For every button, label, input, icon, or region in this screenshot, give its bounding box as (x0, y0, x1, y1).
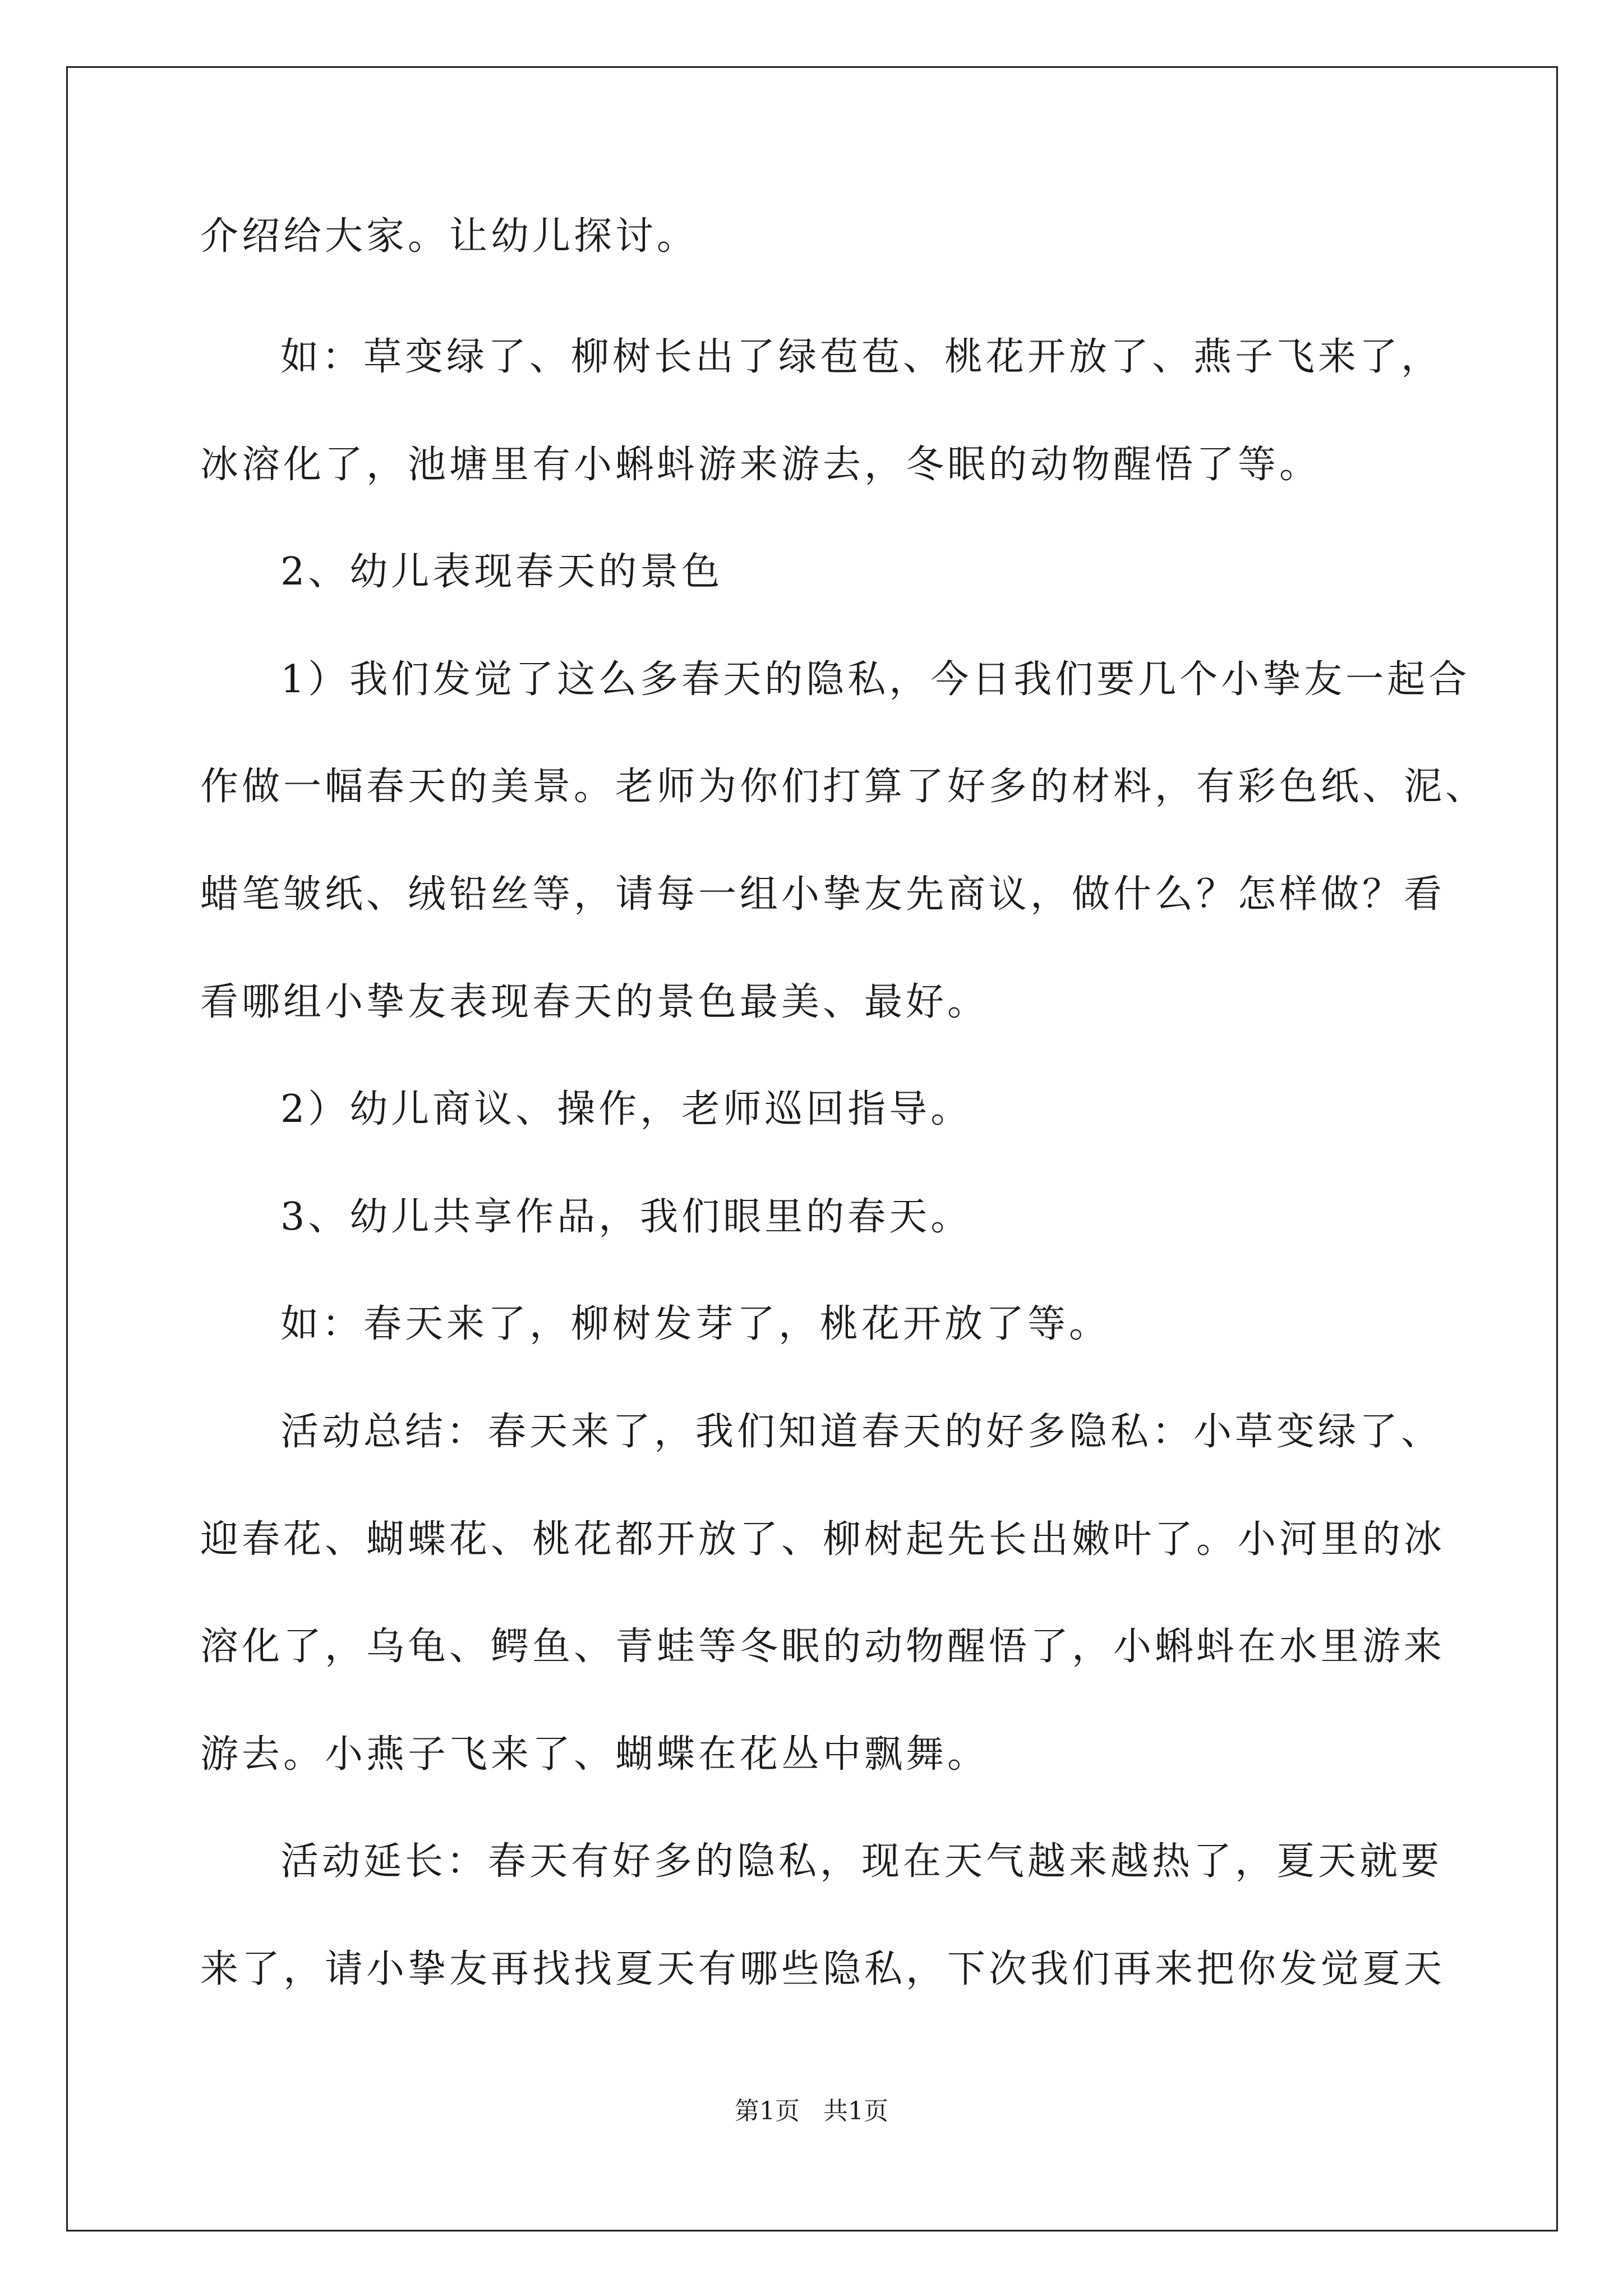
text-line: 冰溶化了，池塘里有小蝌蚪游来游去，冬眠的动物醒悟了等。 (200, 443, 1321, 487)
text-line: 来了，请小挚友再找找夏天有哪些隐私，下次我们再来把你发觉夏天 (200, 1947, 1446, 1991)
page-border (66, 66, 1558, 2231)
text-line: 溶化了，乌龟、鳄鱼、青蛙等冬眠的动物醒悟了，小蝌蚪在水里游来 (200, 1625, 1446, 1669)
text-line: 如：春天来了，柳树发芽了，桃花开放了等。 (280, 1302, 1111, 1346)
text-line: 3、幼儿共享作品，我们眼里的春天。 (280, 1195, 972, 1239)
text-line: 介绍给大家。让幼儿探讨。 (200, 214, 699, 259)
text-line: 蜡笔皱纸、绒铅丝等，请每一组小挚友先商议，做什么？怎样做？看 (200, 872, 1446, 917)
text-line: 2、幼儿表现春天的景色 (280, 550, 723, 594)
text-line: 活动总结：春天来了，我们知道春天的好多隐私：小草变绿了、 (280, 1410, 1443, 1454)
text-line: 2）幼儿商议、操作，老师巡回指导。 (280, 1087, 972, 1131)
text-line: 作做一幅春天的美景。老师为你们打算了好多的材料，有彩色纸、泥、 (200, 765, 1487, 809)
text-line: 如：草变绿了、柳树长出了绿苞苞、桃花开放了、燕子飞来了， (280, 335, 1443, 379)
text-line: 看哪组小挚友表现春天的景色最美、最好。 (200, 980, 989, 1024)
text-line: 1）我们发觉了这么多春天的隐私，今日我们要几个小挚友一起合 (280, 657, 1470, 702)
text-line: 迎春花、蝴蝶花、桃花都开放了、柳树起先长出嫩叶了。小河里的冰 (200, 1517, 1446, 1562)
page-number-footer: 第1页 共1页 (735, 2097, 888, 2125)
text-line: 活动延长：春天有好多的隐私，现在天气越来越热了，夏天就要 (280, 1839, 1443, 1884)
text-line: 游去。小燕子飞来了、蝴蝶在花丛中飘舞。 (200, 1732, 989, 1777)
